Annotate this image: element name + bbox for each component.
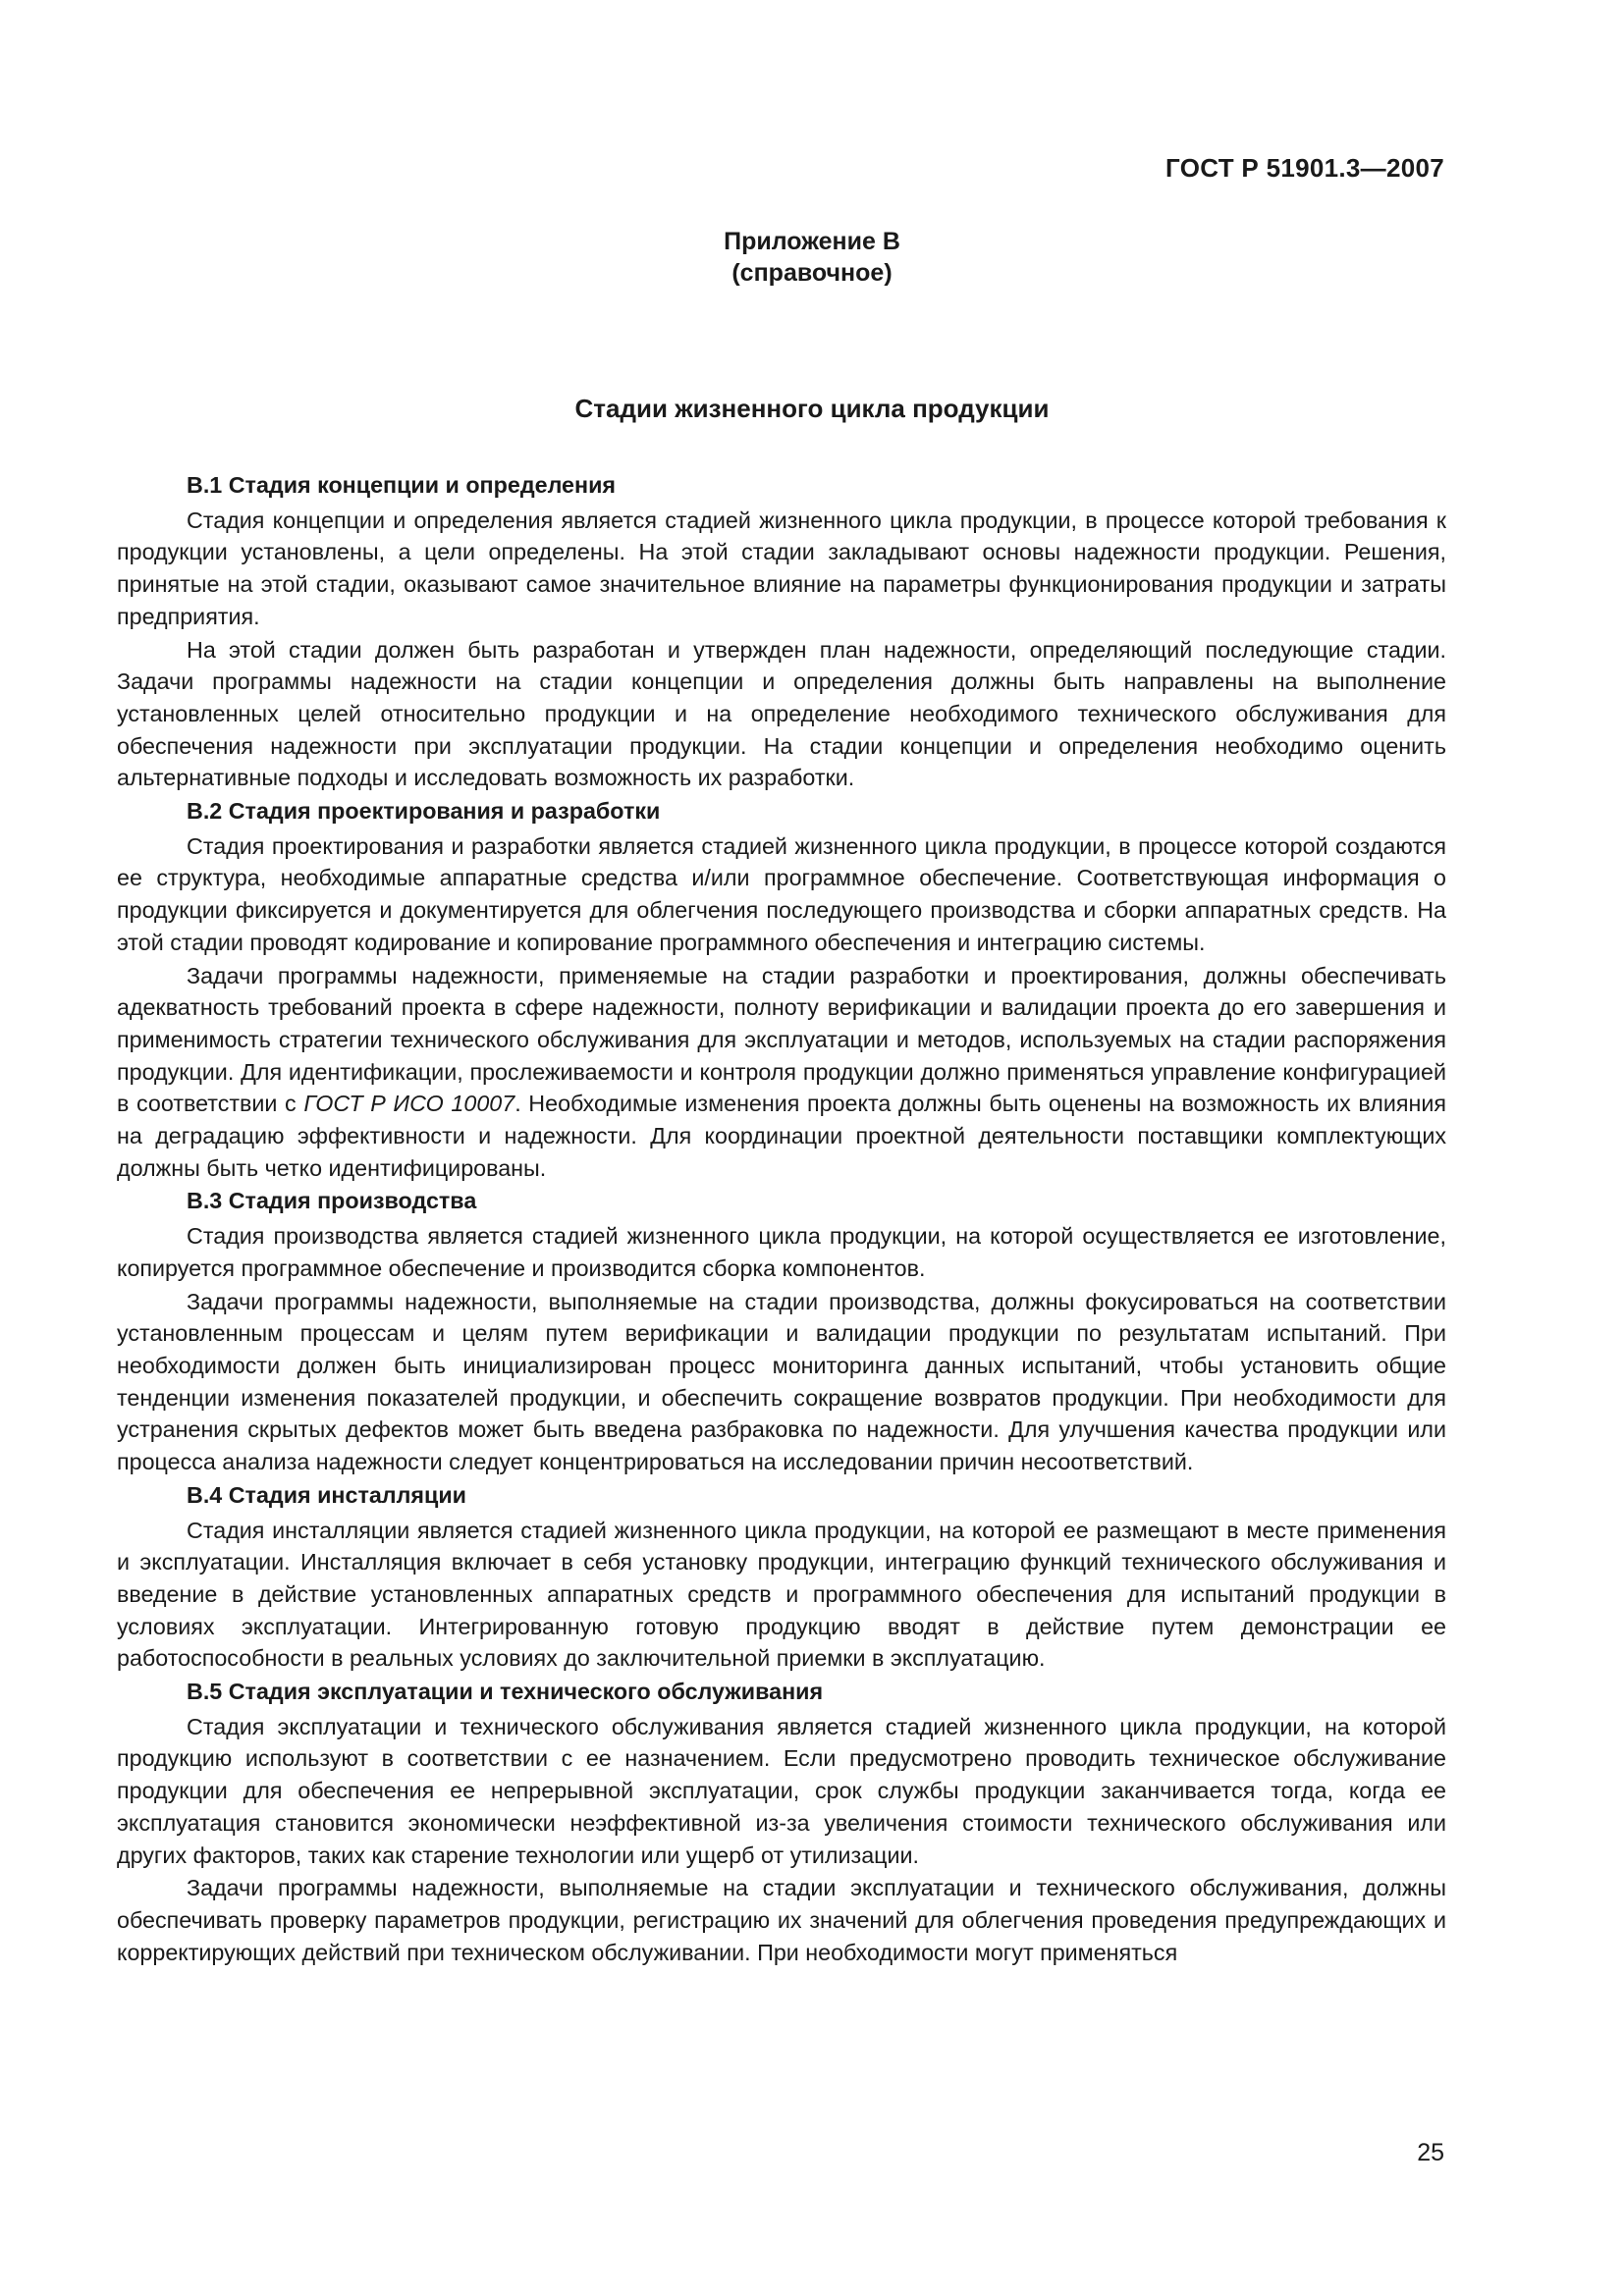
section-heading: В.5 Стадия эксплуатации и технического обслуживания xyxy=(187,1679,824,1705)
section-heading: В.4 Стадия инсталляции xyxy=(187,1481,466,1508)
paragraph: Стадия производства является стадией жизненного цикла продукции, на которой осуществляется ее изготовление, копируется программное обеспечение и производится сборка компонентов. xyxy=(117,1223,1446,1281)
section-b3 xyxy=(117,1185,1446,1477)
section-heading: В.3 Стадия производства xyxy=(187,1188,477,1214)
paragraph: На этой стадии должен быть разработан и утвержден план надежности, определяющий последующие стадии. Задачи программы надежности на стадии концепции и определения должны быть направлены на выполнение установленных целей относительно продукции и на определение необходимого технического обслуживания для обеспечения надежности при эксплуатации продукции. На стадии концепции и определения необходимо оценить альтернативные подходы и исследовать возможность их разработки. xyxy=(117,636,1446,791)
standard-reference: ГОСТ Р ИСО 10007 xyxy=(303,1091,515,1117)
paragraph: Задачи программы надежности, выполняемые на стадии эксплуатации и технического обслуживания, должны обеспечивать проверку параметров продукции, регистрацию их значений для облегчения проведения предупреждающих и корректирующих действий при техническом обслуживании. При необходимости могут применяться xyxy=(117,1875,1446,1965)
section-b1 xyxy=(117,469,1446,794)
section-heading: В.2 Стадия проектирования и разработки xyxy=(187,798,661,825)
paragraph-text: . Необходимые изменения проекта должны быть оценены на возможность их влияния на деградацию эффективности и надежности. Для координации проектной деятельности поставщики комплектующих должны быть четко идентифицированы. xyxy=(117,1091,1446,1181)
paragraph: Стадия проектирования и разработки является стадией жизненного цикла продукции, в процессе которой создаются ее структура, необходимые аппаратные средства и/или программное обеспечение. Соответствующая информация о продукции фиксируется и документируется для облегчения последующего производства и сборки аппаратных средств. На этой стадии проводят кодирование и копирование программного обеспечения и интеграцию системы. xyxy=(117,832,1446,955)
section-b2 xyxy=(117,795,1446,1184)
section-b4 xyxy=(117,1479,1446,1675)
paragraph: Задачи программы надежности, выполняемые на стадии производства, должны фокусироваться на соответствии установленным процессам и целям путем верификации и валидации продукции по результатам испытаний. При необходимости должен быть инициализирован процесс мониторинга данных испытаний, чтобы установить общие тенденции изменения показателей продукции, и обеспечить сокращение возвратов продукции. При необходимости для устранения скрытых дефектов может быть введена разбраковка по надежности. Для улучшения качества продукции или процесса анализа надежности следует концентрироваться на исследовании причин несоответствий. xyxy=(117,1288,1446,1475)
paragraph: Стадия эксплуатации и технического обслуживания является стадией жизненного цикла продукции, на которой продукцию используют в соответствии с ее назначением. Если предусмотрено проводить техническое обслуживание продукции для обеспечения ее непрерывной эксплуатации, срок службы продукции заканчивается тогда, когда ее эксплуатация становится экономически неэффективной из-за увеличения стоимости технического обслуживания или других факторов, таких как старение технологии или ущерб от утилизации. xyxy=(117,1713,1446,1868)
appendix-title: Приложение В xyxy=(724,228,900,255)
document-code: ГОСТ Р 51901.3—2007 xyxy=(1165,153,1444,183)
paragraph xyxy=(117,960,1446,1185)
paragraph: Стадия инсталляции является стадией жизненного цикла продукции, на которой ее размещают в месте применения и эксплуатации. Инсталляция включает в себя установку продукции, интеграцию функций технического обслуживания и введение в действие установленных аппаратных средств и программного обеспечения для испытаний продукции в условиях эксплуатации. Интегрированную готовую продукцию вводят в действие путем демонстрации ее работоспособности в реальных условиях до заключительной приемки в эксплуатацию. xyxy=(117,1517,1446,1672)
document-title: Стадии жизненного цикла продукции xyxy=(574,394,1050,423)
appendix-subtitle: (справочное) xyxy=(731,259,893,287)
document-body xyxy=(117,469,1446,1969)
appendix-header xyxy=(0,226,1624,289)
section-b5 xyxy=(117,1676,1446,1968)
paragraph-text: Задачи программы надежности, применяемые на стадии разработки и проектирования, должны обеспечивать адекватность требований проекта в сфере надежности, полноту верификации и валидации проекта до его завершения и применимость стратегии технического обслуживания для эксплуатации и методов, используемых на стадии распоряжения продукции. Для идентификации, прослеживаемости и контроля продукции должно применяться управление конфигурацией в соответствии с xyxy=(117,962,1446,1117)
section-heading: В.1 Стадия концепции и определения xyxy=(187,472,616,498)
page-number: 25 xyxy=(1417,2139,1444,2166)
paragraph: Стадия концепции и определения является стадией жизненного цикла продукции, в процессе которой требования к продукции установлены, а цели определены. На этой стадии закладывают основы надежности продукции. Решения, принятые на этой стадии, оказывают самое значительное влияние на параметры функционирования продукции и затраты предприятия. xyxy=(117,507,1446,629)
